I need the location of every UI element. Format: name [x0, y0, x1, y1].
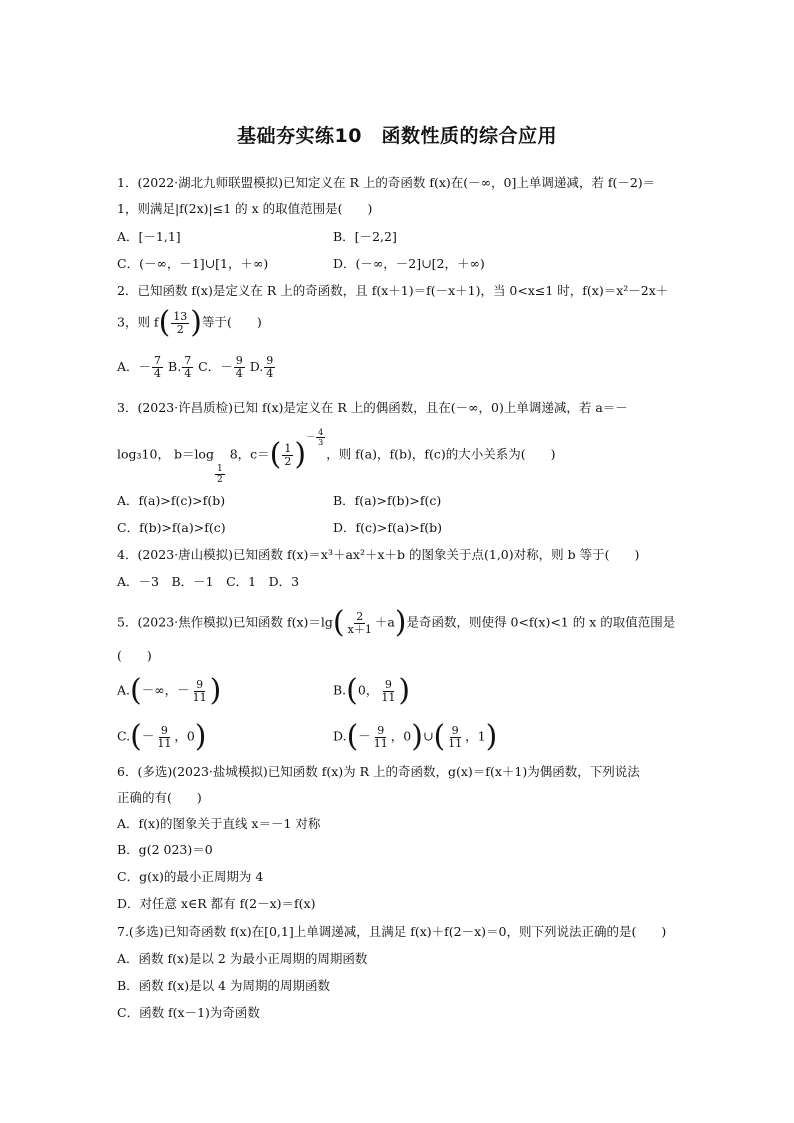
- fraction-numerator: 7: [154, 354, 162, 367]
- fraction-denominator: 4: [266, 367, 274, 380]
- fraction-denominator: 11: [192, 690, 207, 704]
- left-paren: (: [130, 719, 142, 754]
- interval-left: －: [141, 728, 155, 744]
- left-paren: (: [332, 605, 345, 640]
- q3-c-exponent: [306, 428, 326, 448]
- q7-option-b: B．函数 f(x)是以 4 为周期的周期函数: [117, 978, 330, 993]
- fraction-denominator: 4: [184, 367, 192, 380]
- fraction-numerator: 9: [160, 723, 168, 737]
- interval-left: －∞，－: [141, 682, 190, 698]
- q7-option-a: A．函数 f(x)是以 2 为最小正周期的周期函数: [117, 951, 368, 966]
- fraction-denominator: 11: [448, 736, 463, 750]
- left-paren: (: [346, 719, 359, 754]
- fraction-denominator: 11: [157, 736, 172, 750]
- interval-fraction-2: [446, 725, 464, 750]
- fraction-denominator: 11: [373, 736, 388, 750]
- page-title: 基础夯实练10 函数性质的综合应用: [237, 125, 557, 147]
- q2-option-c-fraction: [234, 355, 245, 380]
- q3-b-expression: b＝log: [173, 446, 214, 462]
- left-paren: (: [158, 305, 171, 340]
- left-paren: (: [130, 673, 142, 708]
- option-label: B.: [333, 682, 347, 698]
- q7-stem: 7.(多选)已知奇函数 f(x)在[0,1]上单调递减，且满足 f(x)＋f(2－x)＝0，则下列说法正确的是( ): [117, 924, 667, 939]
- left-paren: (: [433, 719, 446, 754]
- right-paren: ): [194, 719, 207, 754]
- q3-question: ，则 f(a)，f(b)，f(c)的大小关系为( ): [326, 446, 556, 462]
- q5-stem-line1: [117, 605, 676, 640]
- q2-option-b-label: B.: [168, 359, 182, 374]
- q2-option-b-fraction: [182, 355, 193, 380]
- interval-fraction: [191, 679, 209, 704]
- q1-stem-line1: 1．(2022·湖北九师联盟模拟)已知定义在 R 上的奇函数 f(x)在(－∞，0]上单调递减，若 f(－2)＝: [117, 175, 656, 190]
- fraction-denominator: 3: [318, 438, 324, 447]
- fraction-numerator: 13: [173, 309, 188, 323]
- q3-c-expression: ，c＝: [237, 446, 270, 462]
- right-paren: ): [411, 719, 423, 754]
- right-paren: ): [294, 437, 307, 472]
- q6-option-d: D．对任意 x∈R 都有 f(2－x)＝f(x): [117, 896, 316, 911]
- q2-pre: 3，则 f: [117, 314, 159, 330]
- fraction-numerator: 1: [216, 463, 223, 474]
- q1-option-c: C．(－∞，－1]∪[1，＋∞): [117, 256, 269, 271]
- q3-stem-line2: [117, 428, 556, 485]
- right-paren: ): [209, 673, 222, 708]
- fraction-numerator: 2: [356, 609, 364, 623]
- fraction-numerator: 9: [266, 354, 274, 367]
- q2-post: 等于( ): [202, 314, 262, 330]
- fraction-numerator: 9: [235, 354, 243, 367]
- q2-option-c-label: C．－: [198, 359, 233, 374]
- fraction-denominator: 11: [381, 690, 396, 704]
- q3-stem-line1: 3．(2023·许昌质检)已知 f(x)是定义在 R 上的偶函数，且在(－∞，0)上单调递减，若 a＝－: [117, 400, 628, 415]
- q2-stem-line2: [117, 305, 262, 340]
- q3-option-d: D．f(c)>f(a)>f(b): [333, 520, 443, 535]
- fraction-numerator: 9: [384, 677, 392, 691]
- exponent-fraction: [316, 428, 325, 447]
- q3-option-b: B．f(a)>f(b)>f(c): [333, 493, 442, 508]
- interval-fraction: [379, 679, 397, 704]
- fraction-denominator: 4: [235, 367, 243, 380]
- q5-option-b: [333, 673, 411, 708]
- q2-option-a-label: A．－: [117, 359, 152, 374]
- q5-answer-blank: ( ): [117, 648, 152, 663]
- q3-log-base: [215, 464, 225, 485]
- q1-option-b: B．[－2,2]: [333, 229, 397, 244]
- fraction-denominator: x＋1: [347, 622, 372, 636]
- q4-stem: 4．(2023·唐山模拟)已知函数 f(x)＝x³＋ax²＋x＋b 的图象关于点(1,0)对称，则 b 等于( ): [117, 547, 640, 562]
- exponent-sign: －: [306, 433, 316, 443]
- union-symbol: ∪: [422, 728, 434, 744]
- right-paren: ): [485, 719, 498, 754]
- option-label: D.: [333, 728, 347, 744]
- interval-left: 0，: [357, 682, 379, 698]
- q1-option-a: A．[－1,1]: [117, 229, 181, 244]
- interval-mid: ，0: [390, 728, 412, 744]
- fraction-denominator: 2: [216, 474, 223, 485]
- q3-a-expression: log₃10，: [117, 446, 170, 462]
- q3-option-a: A．f(a)>f(c)>f(b): [117, 493, 226, 508]
- left-paren: (: [346, 673, 358, 708]
- option-label: C.: [117, 728, 131, 744]
- fraction-denominator: 4: [154, 367, 162, 380]
- q7-option-c: C．函数 f(x－1)为奇函数: [117, 1005, 260, 1020]
- q6-stem-line1: 6．(多选)(2023·盐城模拟)已知函数 f(x)为 R 上的奇函数，g(x)＝f(x＋1)为偶函数，下列说法: [117, 764, 640, 779]
- q2-option-d-label: D.: [249, 359, 264, 374]
- q2-options: [117, 355, 276, 380]
- q5-option-d: [333, 719, 498, 754]
- interval-right: ，1: [465, 728, 486, 744]
- q6-option-b: B．g(2 023)＝0: [117, 842, 213, 857]
- q2-stem-line1: 2．已知函数 f(x)是定义在 R 上的奇函数，且 f(x＋1)＝f(－x＋1)，当 0<x≤1 时，f(x)＝x²－2x＋: [117, 283, 669, 298]
- fraction-numerator: 9: [377, 723, 385, 737]
- q6-option-a: A．f(x)的图象关于直线 x＝－1 对称: [117, 816, 321, 831]
- q5-mid: ＋a: [374, 614, 395, 630]
- fraction-denominator: 2: [284, 454, 292, 468]
- q1-stem-line2: 1，则满足|f(2x)|≤1 的 x 的取值范围是( ): [117, 201, 373, 216]
- right-paren: ): [394, 605, 407, 640]
- right-paren: ): [190, 305, 202, 340]
- interval-fraction: [155, 725, 173, 750]
- q5-fraction: [346, 611, 374, 636]
- right-paren: ): [398, 673, 411, 708]
- fraction-numerator: 7: [184, 354, 192, 367]
- fraction-numerator: 1: [284, 441, 292, 455]
- q5-option-a: [117, 673, 222, 708]
- q5-option-c: [117, 719, 207, 754]
- q2-option-d-fraction: [264, 355, 275, 380]
- interval-right: ，0: [174, 728, 195, 744]
- q6-option-c: C．g(x)的最小正周期为 4: [117, 869, 264, 884]
- q5-post: 是奇函数，则使得 0<f(x)<1 的 x 的取值范围是: [406, 614, 676, 630]
- fraction-numerator: 9: [451, 723, 459, 737]
- q5-pre: 5．(2023·焦作模拟)已知函数 f(x)＝lg: [117, 614, 333, 630]
- fraction-numerator: 9: [196, 677, 204, 691]
- left-paren: (: [269, 437, 282, 472]
- q2-fraction: [171, 311, 189, 336]
- option-label: A.: [117, 682, 131, 698]
- interval-left: －: [358, 728, 371, 744]
- q6-stem-line2: 正确的有( ): [117, 790, 202, 805]
- q3-option-c: C．f(b)>f(a)>f(c): [117, 520, 226, 535]
- q3-c-base: [282, 443, 293, 468]
- q2-option-a-fraction: [152, 355, 163, 380]
- fraction-denominator: 2: [176, 322, 184, 336]
- interval-fraction: [372, 725, 390, 750]
- q1-option-d: D．(－∞，－2]∪[2，＋∞): [333, 256, 485, 271]
- q4-options: A．－3 B．－1 C．1 D．3: [117, 574, 300, 589]
- q3-log-argument: 8: [229, 446, 238, 462]
- fraction-numerator: 4: [318, 428, 324, 437]
